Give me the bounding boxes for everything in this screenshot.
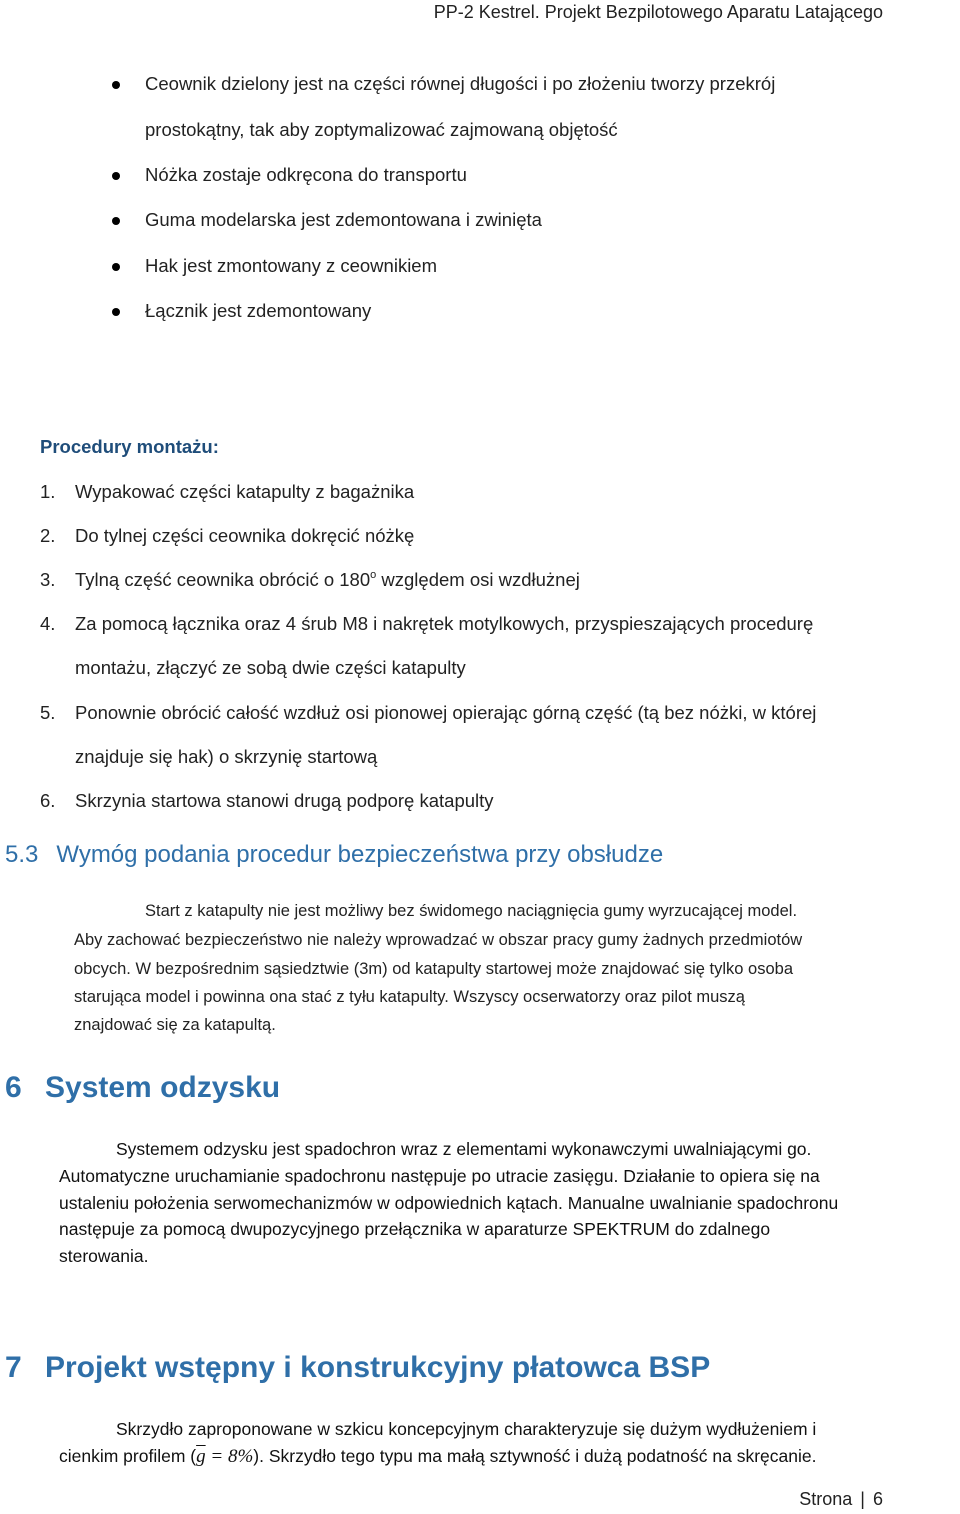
section-number: 5.3: [5, 841, 39, 868]
paragraph-line: znajdować się za katapultą.: [74, 1016, 276, 1034]
step-number: 1.: [40, 481, 56, 502]
bullet-item-continuation: prostokątny, tak aby zoptymalizować zajmowaną objętość: [145, 119, 618, 140]
section-number: 7: [5, 1351, 22, 1384]
bullet-dot: [112, 81, 120, 89]
section-heading-5-3: [5, 841, 663, 869]
step-text: Do tylnej części ceownika dokręcić nóżkę: [75, 525, 415, 546]
degree-superscript: o: [370, 569, 377, 581]
section-heading-7: [5, 1351, 710, 1385]
page-footer: [799, 1489, 883, 1510]
step-number: 2.: [40, 525, 56, 546]
paragraph-line: Systemem odzysku jest spadochron wraz z elementami wykonawczymi uwalniającymi go.: [116, 1139, 812, 1159]
paragraph-line: Start z katapulty nie jest możliwy bez świdomego naciągnięcia gumy wyrzucającej model.: [145, 902, 798, 920]
footer-separator: |: [860, 1489, 865, 1509]
section-title: System odzysku: [45, 1071, 281, 1104]
math-variable: $\overline{g}$: [196, 1446, 206, 1467]
section-title: Wymóg podania procedur bezpieczeństwa przy obsłudze: [56, 841, 664, 868]
footer-label: Strona: [799, 1489, 853, 1509]
paragraph-line: Automatyczne uruchamianie spadochronu następuje po utracie zasięgu. Działanie to opiera się na: [59, 1166, 820, 1186]
paragraph-line: sterowania.: [59, 1246, 149, 1266]
bullet-item: Nóżka zostaje odkręcona do transportu: [145, 164, 467, 185]
step-number: 5.: [40, 702, 56, 723]
step-number: 4.: [40, 613, 56, 634]
step-text: Skrzynia startowa stanowi drugą podporę katapulty: [75, 790, 494, 811]
step-number: 3.: [40, 569, 56, 590]
text-part: cienkim profilem (: [59, 1446, 197, 1466]
step-text: Wypakować części katapulty z bagażnika: [75, 481, 415, 502]
step-text: [75, 569, 580, 591]
math-value: = 8%: [205, 1446, 254, 1467]
paragraph-line: Aby zachować bezpieczeństwo nie należy wprowadzać w obszar pracy gumy żadnych przedmiotów: [74, 931, 803, 949]
paragraph-line: [59, 1446, 816, 1468]
step-text-continuation: znajduje się hak) o skrzynię startową: [75, 746, 378, 767]
bullet-item: Łącznik jest zdemontowany: [145, 300, 372, 321]
page-number: 6: [872, 1489, 883, 1509]
text-part: ). Skrzydło tego typu ma małą sztywność i dużą podatność na skręcanie.: [253, 1446, 817, 1466]
step-text-part: względem osi wzdłużnej: [376, 569, 580, 590]
section-title: Projekt wstępny i konstrukcyjny płatowca BSP: [45, 1351, 711, 1384]
bullet-item: Ceownik dzielony jest na części równej długości i po złożeniu tworzy przekrój: [145, 73, 776, 94]
section-number: 6: [5, 1071, 22, 1104]
step-text: Ponownie obrócić całość wzdłuż osi pionowej opierając górną część (tą bez nóżki, w której: [75, 702, 817, 723]
bullet-item: Guma modelarska jest zdemontowana i zwinięta: [145, 209, 542, 230]
step-text: Za pomocą łącznika oraz 4 śrub M8 i nakrętek motylkowych, przyspieszających procedurę: [75, 613, 814, 634]
page-header: PP-2 Kestrel. Projekt Bezpilotowego Aparatu Latającego: [433, 2, 883, 22]
bullet-item: Hak jest zmontowany z ceownikiem: [145, 255, 437, 276]
assembly-heading: Procedury montażu:: [40, 436, 219, 457]
step-text-part: Tylną część ceownika obrócić o 180: [75, 569, 371, 590]
step-text-continuation: montażu, złączyć ze sobą dwie części katapulty: [75, 657, 466, 678]
math-formula: [196, 1446, 253, 1467]
paragraph-line: starująca model i powinna ona stać z tyłu katapulty. Wszyscy ocserwatorzy oraz pilot muszą: [74, 988, 745, 1006]
section-heading-6: [5, 1071, 280, 1105]
paragraph-line: obcych. W bezpośrednim sąsiedztwie (3m) od katapulty startowej może znajdować się tylko osoba: [74, 960, 793, 978]
step-number: 6.: [40, 790, 56, 811]
bullet-dot: [112, 172, 120, 180]
paragraph-line: Skrzydło zaproponowane w szkicu koncepcyjnym charakteryzuje się dużym wydłużeniem i: [116, 1419, 817, 1439]
paragraph-line: ustaleniu położenia serwomechanizmów w odpowiednich kątach. Manualne uwalnianie spadochronu: [59, 1193, 839, 1213]
bullet-dot: [112, 308, 120, 316]
paragraph-line: następuje za pomocą dwupozycyjnego przełącznika w aparaturze SPEKTRUM do zdalnego: [59, 1219, 771, 1239]
bullet-dot: [112, 263, 120, 271]
bullet-dot: [112, 217, 120, 225]
